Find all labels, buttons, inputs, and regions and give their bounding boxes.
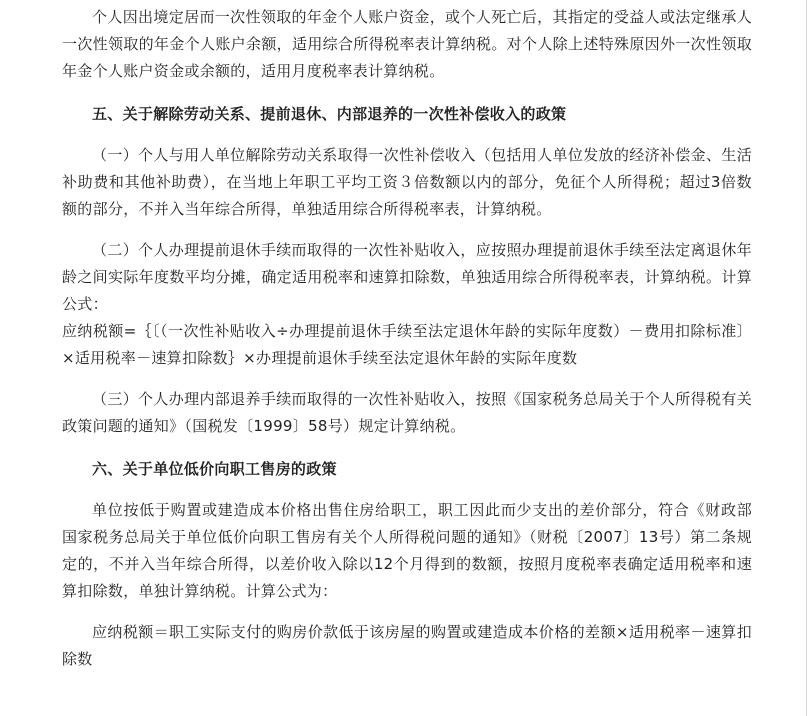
paragraph-annuity: 个人因出境定居而一次性领取的年金个人账户资金，或个人死亡后，其指定的受益人或法定继承人一次性领取的年金个人账户余额，适用综合所得税率表计算纳税。对个人除上述特殊原因外一次性领取年金个人账户资金或余额的，适用月度税率表计算纳税。	[62, 8, 752, 80]
section-heading-5: 五、关于解除劳动关系、提前退休、内部退养的一次性补偿收入的政策	[92, 105, 567, 123]
formula-6: 应纳税额＝职工实际支付的购房价款低于该房屋的购置或建造成本价格的差额×适用税率－速算扣除数	[62, 623, 752, 668]
section-heading-6: 六、关于单位低价向职工售房的政策	[92, 460, 337, 478]
paragraph-5-1: （一）个人与用人单位解除劳动关系取得一次性补偿收入（包括用人单位发放的经济补偿金、生活补助费和其他补助费），在当地上年职工平均工资３倍数额以内的部分，免征个人所得税；超过3倍数额的部分，不并入当年综合所得，单独适用综合所得税率表，计算纳税。	[62, 146, 752, 218]
formula-5-2: 应纳税额=｛〔（一次性补贴收入÷办理提前退休手续至法定退休年龄的实际年度数）－费用扣除标准〕×适用税率－速算扣除数｝×办理提前退休手续至法定退休年龄的实际年度数	[62, 322, 752, 367]
article-body	[62, 4, 752, 673]
paragraph-5-2: （二）个人办理提前退休手续而取得的一次性补贴收入，应按照办理提前退休手续至法定离退休年龄之间实际年度数平均分摊，确定适用税率和速算扣除数，单独适用综合所得税率表，计算纳税。计算公式：	[62, 241, 752, 313]
paragraph-6: 单位按低于购置或建造成本价格出售住房给职工，职工因此而少支出的差价部分，符合《财政部 国家税务总局关于单位低价向职工售房有关个人所得税问题的通知》（财税〔2007〕13号）第二条规定的，不并入当年综合所得，以差价收入除以12个月得到的数额，按照月度税率表确定适用税率和速算扣除数，单独计算纳税。计算公式为：	[62, 501, 752, 600]
paragraph-5-3: （三）个人办理内部退养手续而取得的一次性补贴收入，按照《国家税务总局关于个人所得税有关政策问题的通知》（国税发〔1999〕58号）规定计算纳税。	[62, 390, 752, 435]
